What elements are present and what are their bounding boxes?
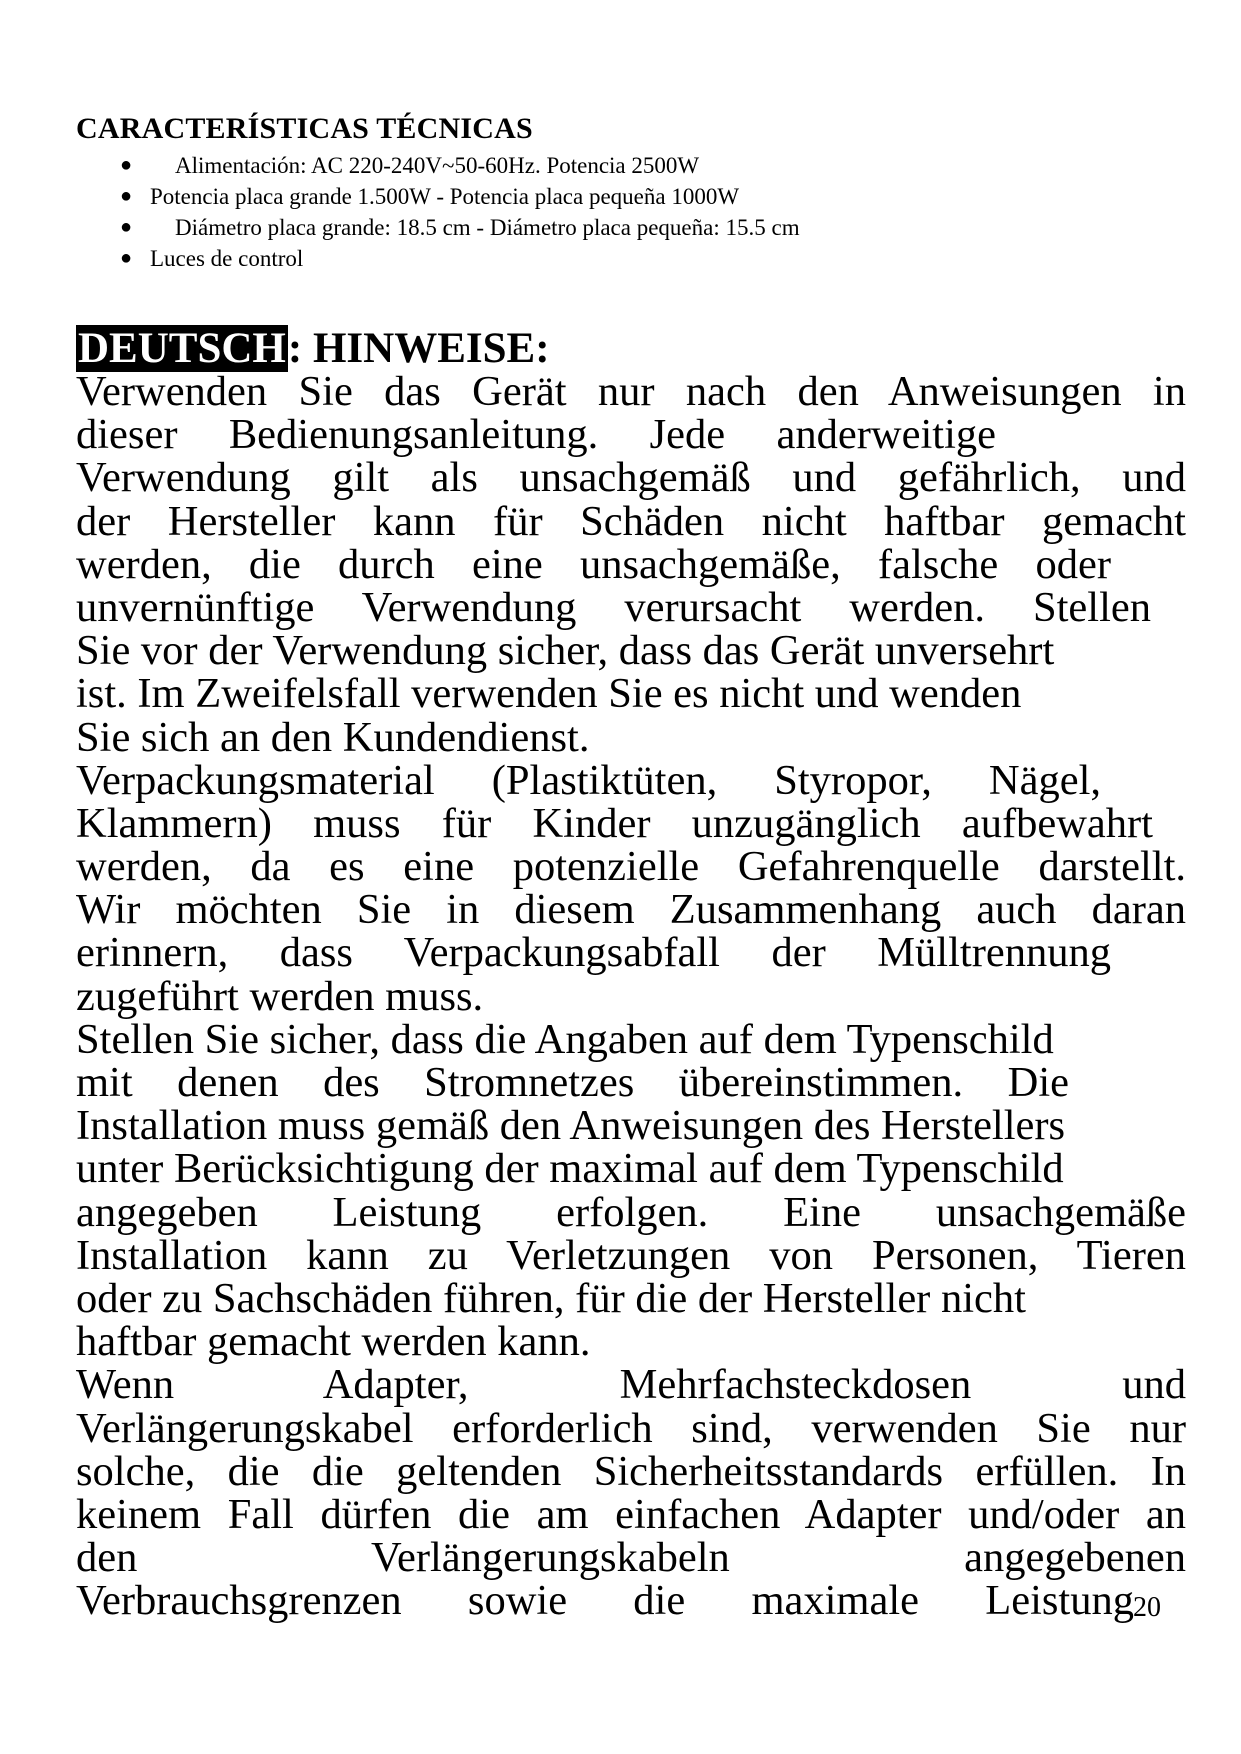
text-line: Installation muss gemäß den Anweisungen des Herstellers	[76, 1102, 1066, 1150]
text-line: ist. Im Zweifelsfall verwenden Sie es nicht und wenden	[76, 670, 1022, 718]
heading-text: : HINWEISE:	[287, 325, 550, 372]
bullet-icon: ●	[120, 154, 133, 176]
text-line: angegeben Leistung erfolgen. Eine unsachgemäße	[76, 1188, 1186, 1236]
page-number: 20	[1133, 1592, 1161, 1623]
specs-heading: CARACTERÍSTICAS TÉCNICAS	[76, 112, 533, 145]
text-line: Sie sich an den Kundendienst.	[76, 713, 590, 761]
text-line: Verwenden Sie das Gerät nur nach den Anweisungen in	[76, 368, 1186, 415]
text-line: Sie vor der Verwendung sicher, dass das Gerät unversehrt	[76, 627, 1055, 675]
text-line: unvernünftige Verwendung verursacht werden. Stellen	[76, 583, 1151, 631]
bullet-icon: ●	[120, 216, 133, 238]
text-line: der Hersteller kann für Schäden nicht haftbar gemacht	[76, 497, 1186, 545]
deutsch-heading	[76, 326, 550, 372]
spec-item-text: Potencia placa grande 1.500W - Potencia placa pequeña 1000W	[150, 184, 740, 209]
text-line: Installation kann zu Verletzungen von Personen, Tieren	[76, 1231, 1186, 1279]
text-line: mit denen des Stromnetzes übereinstimmen. Die	[76, 1059, 1069, 1106]
text-line: unter Berücksichtigung der maximal auf dem Typenschild	[76, 1145, 1064, 1193]
text-line: oder zu Sachschäden führen, für die der Hersteller nicht	[76, 1274, 1026, 1322]
text-line: Stellen Sie sicher, dass die Angaben auf dem Typenschild	[76, 1015, 1054, 1063]
text-line: zugeführt werden muss.	[76, 972, 484, 1020]
text-line: werden, die durch eine unsachgemäße, falsche oder	[76, 540, 1111, 588]
text-line: keinem Fall dürfen die am einfachen Adapter und/oder an	[76, 1490, 1186, 1538]
text-line: haftbar gemacht werden kann.	[76, 1318, 591, 1366]
text-line: Verlängerungskabel erforderlich sind, verwenden Sie nur	[76, 1404, 1186, 1452]
spec-item-text: Luces de control	[150, 246, 304, 271]
bullet-icon: ●	[120, 185, 133, 207]
text-line: Wir möchten Sie in diesem Zusammenhang auch daran	[76, 886, 1186, 934]
text-line: Wenn Adapter, Mehrfachsteckdosen und	[76, 1361, 1186, 1409]
text-line: den Verlängerungskabeln angegebenen	[76, 1534, 1186, 1582]
text-line: erinnern, dass Verpackungsabfall der Mülltrennung	[76, 929, 1111, 977]
bullet-icon: ●	[120, 247, 133, 269]
text-line: Klammern) muss für Kinder unzugänglich aufbewahrt	[76, 799, 1153, 847]
spec-item-text: Alimentación: AC 220-240V~50-60Hz. Potencia 2500W	[175, 153, 700, 178]
text-line: Verpackungsmaterial (Plastiktüten, Styropor, Nägel,	[76, 756, 1101, 804]
text-line: Verwendung gilt als unsachgemäß und gefährlich, und	[76, 454, 1186, 502]
text-line: solche, die die geltenden Sicherheitsstandards erfüllen. In	[76, 1447, 1186, 1495]
text-line: Verbrauchsgrenzen sowie die maximale Leistung	[76, 1577, 1134, 1625]
language-label: DEUTSCH	[78, 325, 286, 372]
deutsch-body-text	[76, 368, 1186, 1625]
spec-item-text: Diámetro placa grande: 18.5 cm - Diámetro placa pequeña: 15.5 cm	[175, 215, 800, 240]
text-line: dieser Bedienungsanleitung. Jede anderweitige	[76, 411, 996, 459]
text-line: werden, da es eine potenzielle Gefahrenquelle darstellt.	[76, 843, 1186, 891]
